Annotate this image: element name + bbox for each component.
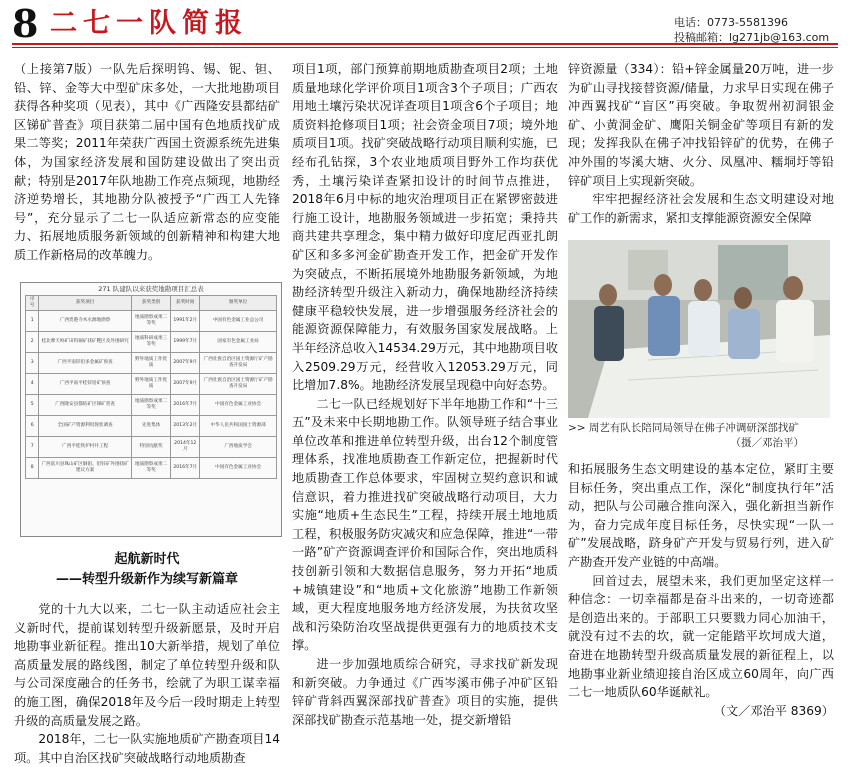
table-cell: 广西贵港寺木水源地勘察 <box>39 311 132 332</box>
section-subtitle: ——转型升级新作为续写新篇章 <box>55 572 238 587</box>
table-cell: 特别贡献奖 <box>131 437 170 458</box>
article-paragraph: （上接第7版）一队先后探明钨、锡、铌、钽、铅、锌、金等大中型矿床多处，一大批地勘项目获得各种奖项（见表），其中《广西隆安县都结矿区锑矿普查》项目获第二届中国有色地质找矿成果二等奖；2011年荣获广西国土资源系统先进集体，为国家经济发展和国防建设做出了突出贡献；特别是2017年队地勘工作亮点频现，地勘经济逆势增长，其地勘分队被授予“广西工人先锋号”，充分显示了二七一队适应新常态的应变能力、拓展地质服务新领域的创新精神和构建大地质工作新格局的改革魄力。 <box>14 62 280 262</box>
article-paragraph: 项目1项，部门预算前期地质勘查项目2项；土地质量地球化学评价项目1项含3个子项目；广西农用地土壤污染状况详查项目1项含6个子项目；地质资料抢修项目1项；社会资金项目7项；境外地质项目1项。找矿突破战略行动项目顺利实施，已经布孔钻探，3个农业地质项目野外工作均获优秀，土壤污染详查紧扣设计的时间节点推进，2018年6月中标的地灾治理项目正在紧锣密鼓进行施工设计，地勘服务领域进一步拓宽；秉持共商共建共享理念，集中精力做好印度尼西亚扎朗矿区和多多河金矿勘查开发工作，把金矿开发作为突破点，不断拓展境外地勘服务新领域，为地勘经济转型升级注入新动力，确保地勘经济持续健康平稳较快发展，进一步增强服务经济社会的能源资源保障能力，有效服务国家发展战略。上半年经济总收入14534.29万元，其中地勘项目收入2509.29万元，经营收入12053.29万元，同比增加7.8%。地勘经济发展呈现稳中向好态势。 <box>292 62 558 393</box>
email-text: 投稿邮箱：lg271jb@163.com <box>674 31 830 44</box>
table-header-cell: 获奖时间 <box>171 296 200 311</box>
table-cell: 1999年7月 <box>171 332 200 353</box>
article-paragraph: 进一步加强地质综合研究，寻求找矿新发现和新突破。力争通过《广西岑溪市佛子冲矿区铅锌矿背斜西翼深部找矿普查》项目的实施，提供深部找矿勘查示范基地一处，提交新增铅 <box>292 657 558 727</box>
newspaper-header <box>0 0 850 50</box>
section-title: 起航新时代 <box>114 552 180 567</box>
table-header-cell: 颁奖单位 <box>200 296 277 311</box>
photo-illustration <box>568 240 830 418</box>
table-cell: 野外地质工作优质 <box>131 353 170 374</box>
caption-text: >> 周艺有队长陪同局领导在佛子冲调研深部找矿 <box>568 422 799 434</box>
table-cell: 7 <box>26 437 39 458</box>
table-cell: 3 <box>26 353 39 374</box>
table-cell: 野外地质工作优质 <box>131 374 170 395</box>
table-cell: 2016年7月 <box>171 395 200 416</box>
caption-credit: （摄／邓治平） <box>730 437 804 449</box>
table-cell: 国家有色金属工业局 <box>200 332 277 353</box>
table-cell: 地质勘察成果二等奖 <box>131 311 170 332</box>
table-header-row <box>26 296 277 311</box>
table-cell: 广西地质学会 <box>200 437 277 458</box>
page-number: 8 <box>12 1 39 46</box>
table-cell: 地质勘察成果二等奖 <box>131 458 170 479</box>
table-cell: 全国矿产资源利用现状调查 <box>39 416 132 437</box>
article-paragraph: 二七一队已经规划好下半年地勘工作和“十三五”及未来中长期地勘工作。队领导班子结合事业单位改革和推进单位转型升级，出台12个制度管理体系，找准地质勘查工作新定位，把握新时代地质勘查工作总体要求，牢固树立契约意识和诚信意识，着力推进找矿突破战略行动项目，大力实施“地质+生态民生”工程，持续开展土地地质工程，积极服务防灾减灾和应急保障，推进“一带一路”矿产资源调查评价和国际合作，突出地质科技创新引领和大数据信息服务，努力开拓“地质+城镇建设”和“地质+文化旅游”地勘工作新领域，更大程度地服务地方经济发展，为扶贫攻坚战和污染防治攻坚战提供更强有力的地质技术支撑。 <box>292 396 558 653</box>
table-header-cell: 获奖类别 <box>131 296 170 311</box>
article-column-1-bottom <box>14 600 280 767</box>
article-paragraph: 锌资源量（334）：铅+锌金属量20万吨，进一步为矿山寻找接替资源/储量，力求早日实现在佛子冲西翼找矿“盲区”再突破。争取贺州初洞银金矿、小黄洞金矿、鹰阳关铜金矿等项目有新的发现；发挥我队在佛子冲找铅锌矿的优势，在佛子冲外围的岑溪大塘、火分、凤凰冲、糯垌圩等铅锌矿项目上实现新突破。 <box>568 62 834 188</box>
table-row <box>26 395 277 416</box>
table-row <box>26 416 277 437</box>
table-cell: 先进集体 <box>131 416 170 437</box>
table-cell: 中国有色金属工业协会 <box>200 395 277 416</box>
table-cell: 广西富川县珠山矿区铜钼、铅锌矿外围找矿建议方案 <box>39 458 132 479</box>
section-heading <box>14 550 280 590</box>
header-divider <box>12 43 838 45</box>
table-cell: 2007年9月 <box>171 353 200 374</box>
table-cell: 广西平桂铁炉村井工程 <box>39 437 132 458</box>
table-cell: 广西平南锌铅多金属矿预查 <box>39 353 132 374</box>
table-header-cell: 获奖项目 <box>39 296 132 311</box>
table-cell: 广西平南平桂锌铅矿预查 <box>39 374 132 395</box>
article-paragraph: 牢牢把握经济社会发展和生态文明建设对地矿工作的新需求，紧扣支撑能源资源安全保障 <box>568 192 834 225</box>
article-column-1 <box>14 60 280 265</box>
article-column-2 <box>292 60 558 729</box>
table-row <box>26 437 277 458</box>
table-cell: 中华人民共和国国土资源部 <box>200 416 277 437</box>
table-cell: 桂北摩天岭矿田钨锡矿找矿靶区及外围研究 <box>39 332 132 353</box>
table-cell: 2007年9月 <box>171 374 200 395</box>
table-cell: 2013年2月 <box>171 416 200 437</box>
table-header-cell: 序号 <box>26 296 39 311</box>
table-cell: 6 <box>26 416 39 437</box>
table-body <box>26 311 277 479</box>
table-cell: 地质科研成果三等奖 <box>131 332 170 353</box>
table-row <box>26 458 277 479</box>
header-divider-thin <box>12 47 838 48</box>
table-row <box>26 353 277 374</box>
paper-title: 二七一队简报 <box>50 8 248 39</box>
table-cell: 2 <box>26 332 39 353</box>
article-column-3 <box>568 60 834 227</box>
table-cell: 2016年7月 <box>171 458 200 479</box>
table-cell: 1991年2月 <box>171 311 200 332</box>
article-author: （文／邓治平 8369） <box>713 703 834 718</box>
awards-table-figure <box>20 282 282 537</box>
article-column-3-bottom <box>568 460 834 720</box>
table-cell: 地质勘察成果二等奖 <box>131 395 170 416</box>
table-row <box>26 374 277 395</box>
article-paragraph: 和拓展服务生态文明建设的基本定位，紧盯主要目标任务，突出重点工作，深化“制度执行年”活动，把队与公司融合推向深入，强化新担当新作为，奋力完成年度目标任务，尽快实现“一队一矿”发展战略，跻身矿产开发与贸易行列，进入矿产勘查开发产业链的中高端。 <box>568 462 834 569</box>
table-cell: 4 <box>26 374 39 395</box>
table-row <box>26 332 277 353</box>
table-cell: 5 <box>26 395 39 416</box>
table-cell: 8 <box>26 458 39 479</box>
photo-caption <box>568 421 834 451</box>
table-cell: 中国有色金属工业协会 <box>200 458 277 479</box>
table-cell: 广西壮族自治区国土资源厅矿产勘查开发局 <box>200 353 277 374</box>
table-cell: 2014年12月 <box>171 437 200 458</box>
phone-text: 电话：0773-5581396 <box>674 16 788 29</box>
article-paragraph: 回首过去，展望未来，我们更加坚定这样一种信念：一切幸福都是奋斗出来的，一切奇迹都是创造出来的。于部职工只要戮力同心加油干，就没有过不去的坎，就一定能踏平坎坷成大道，奋进在地勘转型升级高质量发展的新征程上，以地勘事业新业绩迎接自治区成立60周年，向广西二七一地质队60华诞献礼。 <box>568 573 834 700</box>
table-cell: 中国有色金属工业总公司 <box>200 311 277 332</box>
article-paragraph: 党的十九大以来，二七一队主动适应社会主义新时代，提前谋划转型升级新愿景，及时开启地勘事业新征程。推出10大新举措，规划了单位高质量发展的路线图，制定了单位转型升级和队与公司深度融合的任务书，绘就了为职工谋幸福的施工图，确保2018年及今后一段时期走上转型升级的高质量发展之路。 <box>14 602 280 728</box>
contact-info <box>674 15 829 45</box>
table-cell: 1 <box>26 311 39 332</box>
news-photo <box>568 240 830 418</box>
table-row <box>26 311 277 332</box>
table-title: 271 队建队以来获奖地勘项目汇总表 <box>98 285 204 293</box>
article-paragraph: 2018年，二七一队实施地质矿产勘查项目14项。其中自治区找矿突破战略行动地质勘查 <box>14 732 280 765</box>
table-cell: 广西壮族自治区国土资源厅矿产勘查开发局 <box>200 374 277 395</box>
awards-table <box>25 295 277 479</box>
table-cell: 广西隆安县都结矿区锑矿普查 <box>39 395 132 416</box>
